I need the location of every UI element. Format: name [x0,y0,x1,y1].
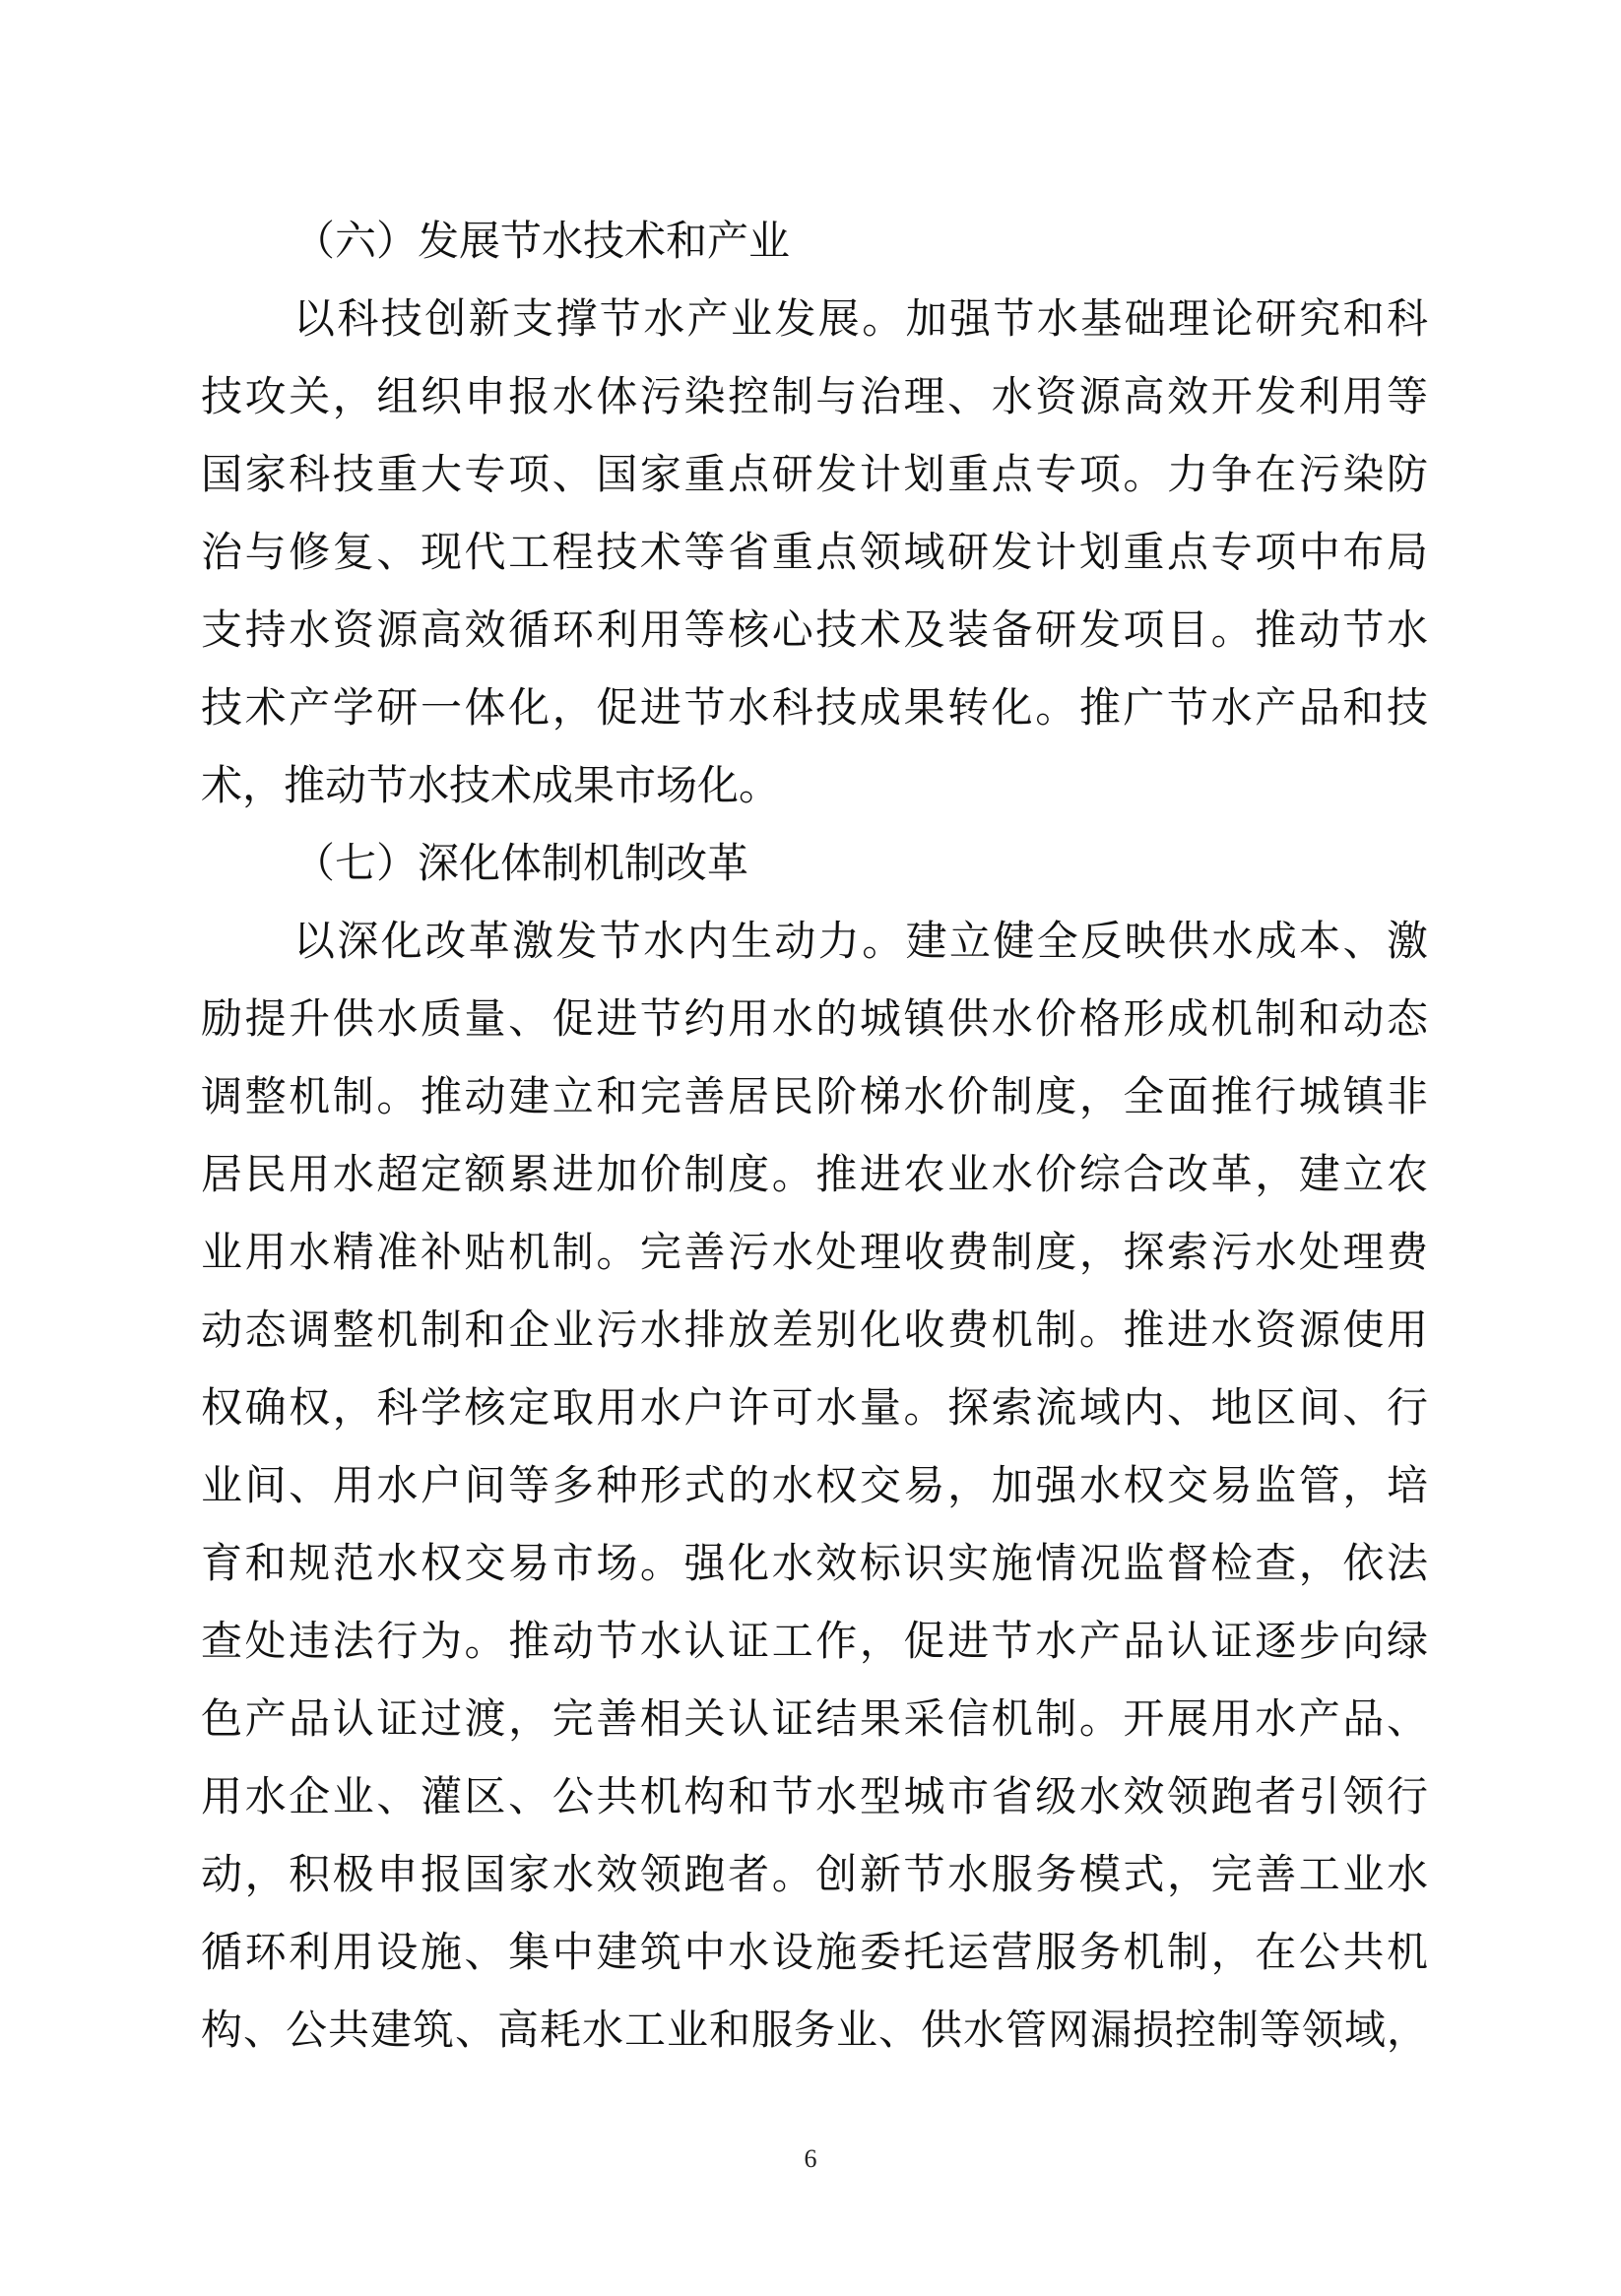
paragraph-line: 动，积极申报国家水效领跑者。创新节水服务模式，完善工业水 [201,1850,1428,1898]
paragraph-line: 用水企业、灌区、公共机构和节水型城市省级水效领跑者引领行 [201,1772,1428,1820]
paragraph-line: 励提升供水质量、促进节约用水的城镇供水价格形成机制和动态 [201,994,1428,1043]
paragraph-line: 查处违法行为。推动节水认证工作，促进节水产品认证逐步向绿 [201,1617,1428,1665]
paragraph-line: 色产品认证过渡，完善相关认证结果采信机制。开展用水产品、 [201,1694,1428,1743]
paragraph-line: 技攻关，组织申报水体污染控制与治理、水资源高效开发利用等 [201,372,1428,420]
paragraph-line: 国家科技重大专项、国家重点研发计划重点专项。力争在污染防 [201,450,1428,498]
page-number: 6 [804,2144,817,2173]
paragraph-line: 构、公共建筑、高耗水工业和服务业、供水管网漏损控制等领域， [201,2006,1428,2054]
paragraph-line: 技术产学研一体化，促进节水科技成果转化。推广节水产品和技 [201,683,1428,732]
paragraph-line: 循环利用设施、集中建筑中水设施委托运营服务机制，在公共机 [201,1928,1428,1976]
paragraph-line: 术，推动节水技术成果市场化。 [201,761,781,809]
paragraph-line: 业间、用水户间等多种形式的水权交易，加强水权交易监管，培 [201,1461,1428,1509]
paragraph-line: 动态调整机制和企业污水排放差别化收费机制。推进水资源使用 [201,1306,1428,1354]
paragraph-line: 业用水精准补贴机制。完善污水处理收费制度，探索污水处理费 [201,1228,1428,1276]
paragraph-line: 居民用水超定额累进加价制度。推进农业水价综合改革，建立农 [201,1150,1428,1198]
paragraph-line: 以深化改革激发节水内生动力。建立健全反映供水成本、激 [293,917,1428,965]
section-heading-7: （七）深化体制机制改革 [293,839,749,887]
section-heading-6: （六）发展节水技术和产业 [293,217,791,265]
paragraph-line: 治与修复、现代工程技术等省重点领域研发计划重点专项中布局 [201,528,1428,576]
paragraph-line: 育和规范水权交易市场。强化水效标识实施情况监督检查，依法 [201,1539,1428,1587]
document-body [201,202,1428,2069]
paragraph-line: 支持水资源高效循环利用等核心技术及装备研发项目。推动节水 [201,606,1428,654]
paragraph-line: 调整机制。推动建立和完善居民阶梯水价制度，全面推行城镇非 [201,1072,1428,1120]
paragraph-line: 以科技创新支撑节水产业发展。加强节水基础理论研究和科 [293,294,1428,343]
paragraph-line: 权确权，科学核定取用水户许可水量。探索流域内、地区间、行 [201,1383,1428,1432]
